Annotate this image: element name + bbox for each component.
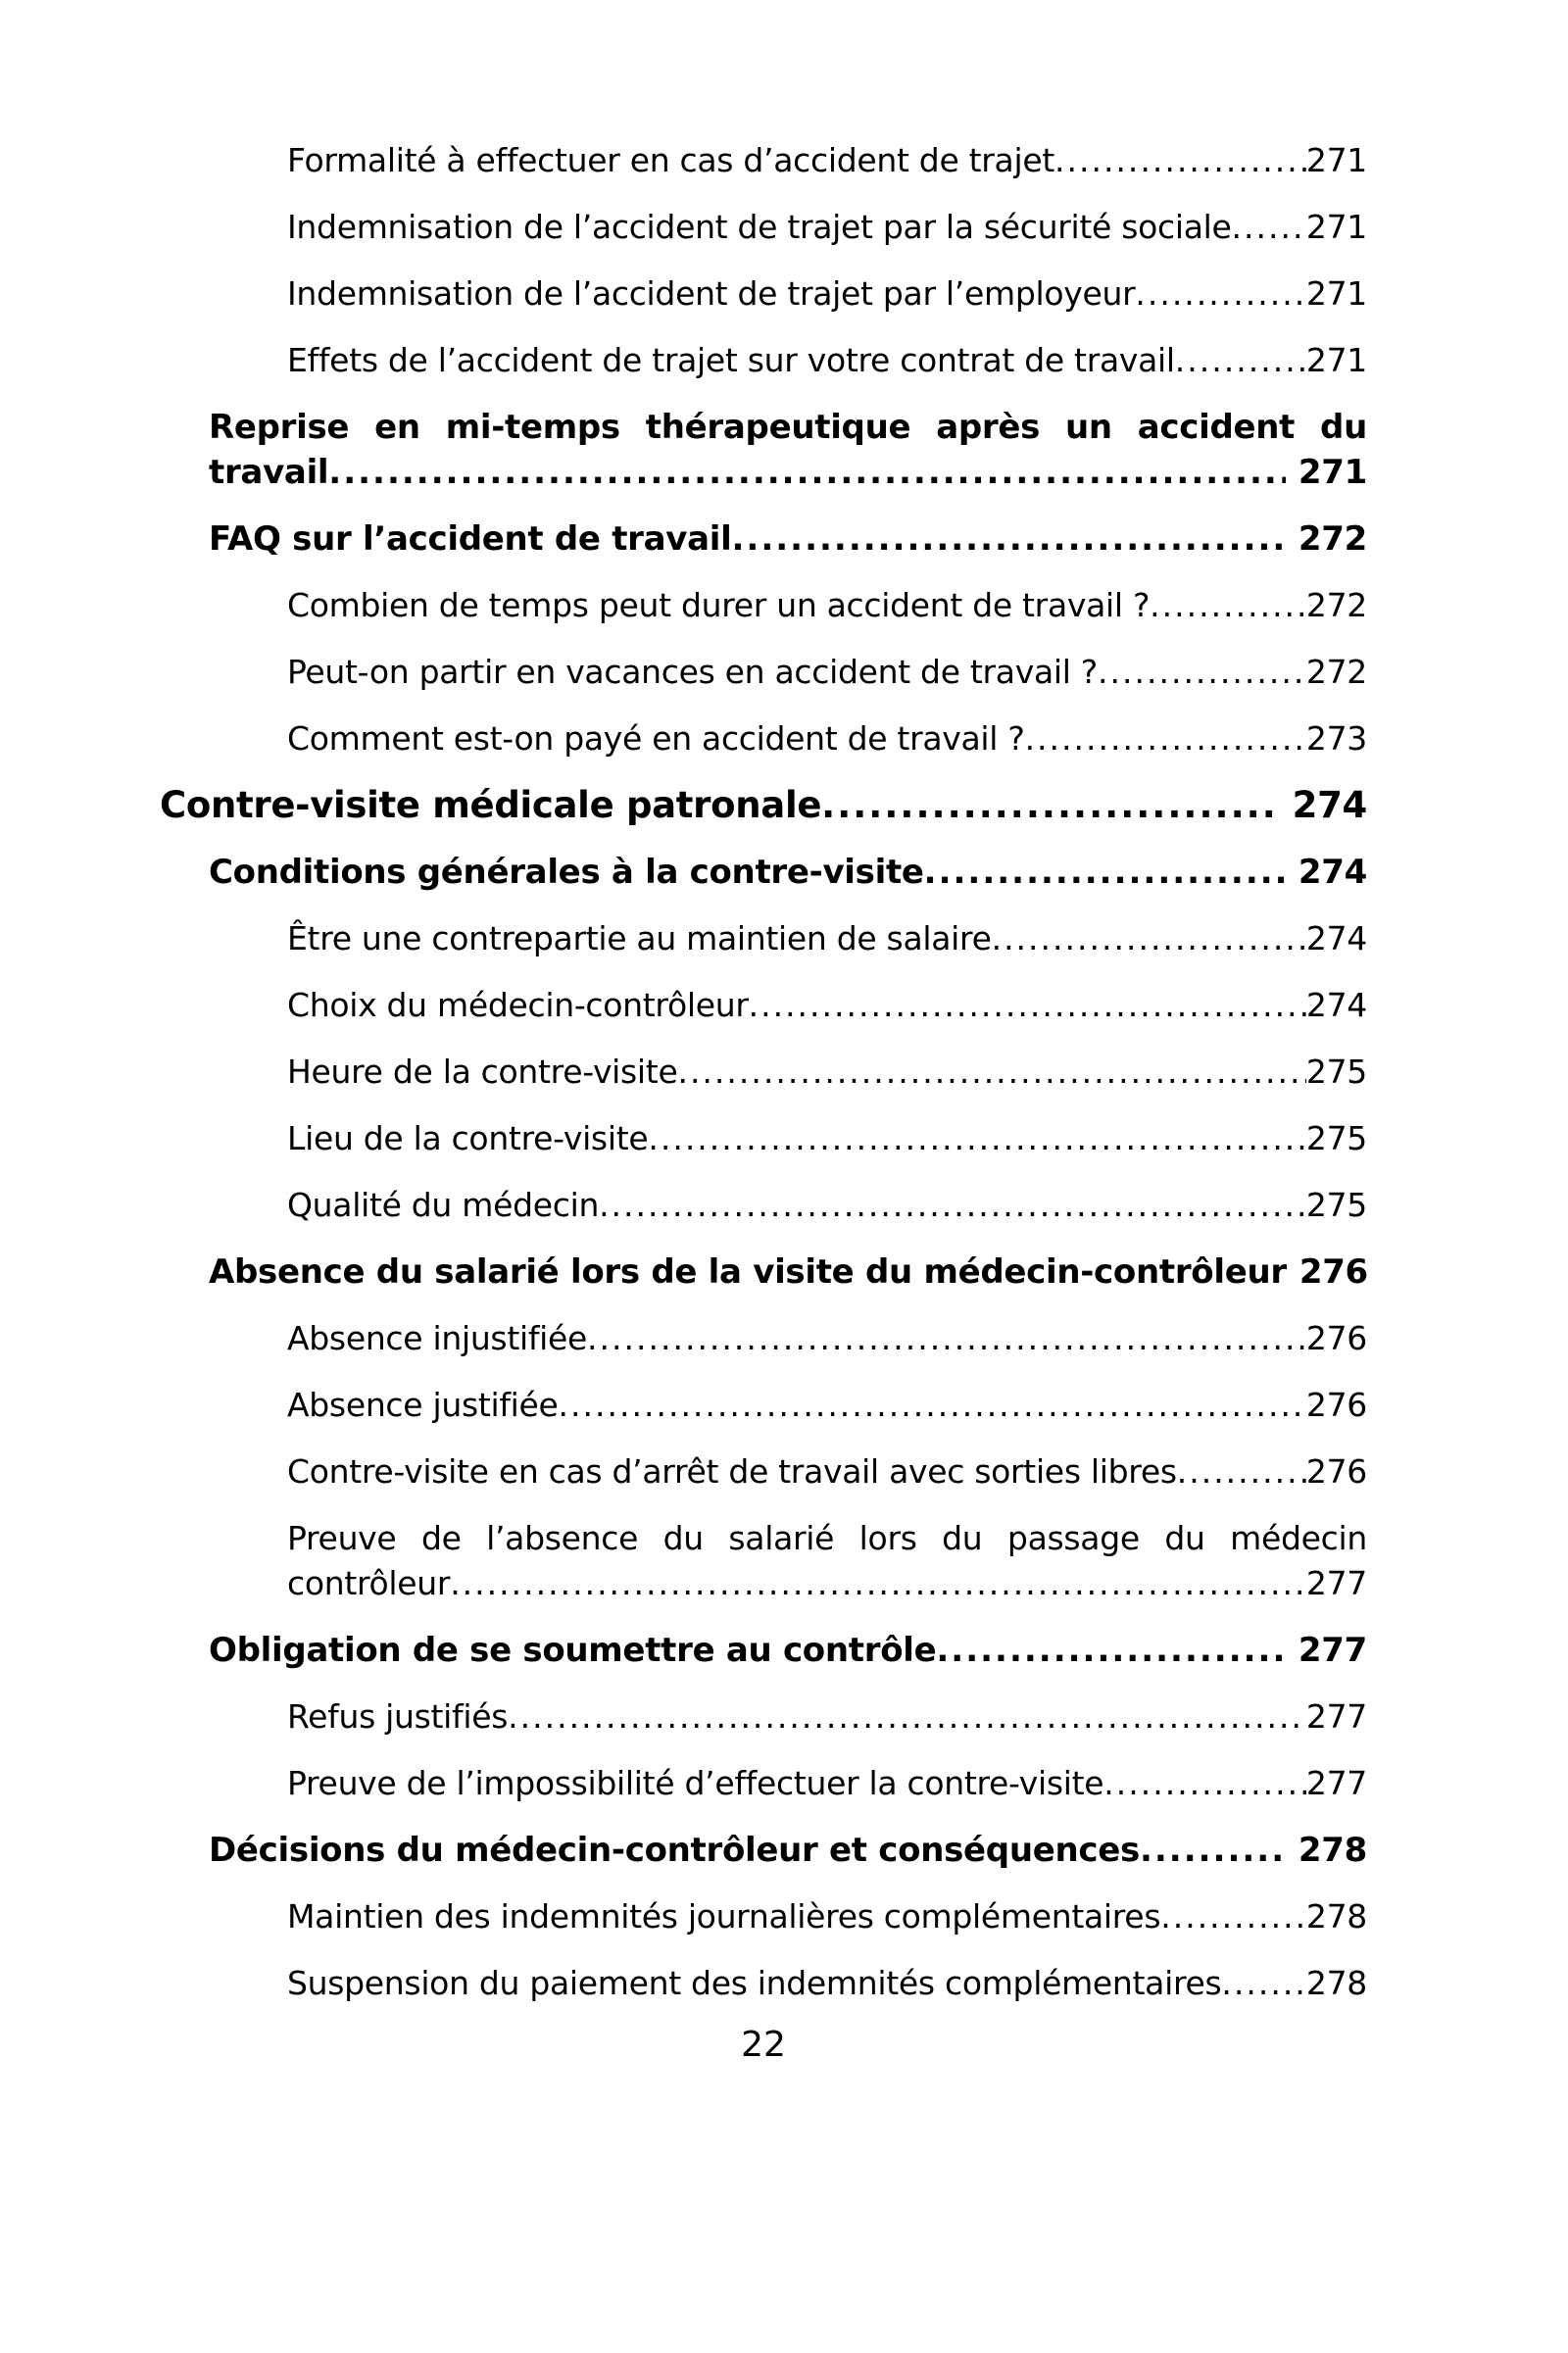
- toc-entry: [209, 850, 1367, 895]
- toc-entry-label: Être une contrepartie au maintien de salaire: [287, 919, 992, 957]
- toc-entry: [287, 1516, 1367, 1606]
- toc-entry-row: [209, 850, 1367, 895]
- toc-entry: [287, 650, 1367, 695]
- toc-entry-label: Choix du médecin-contrôleur: [287, 986, 749, 1024]
- toc-entry-label: Absence du salarié lors de la visite du médecin-contrôleur: [209, 1252, 1287, 1292]
- toc-entry-row: [287, 650, 1367, 695]
- toc-page-number: 274: [1305, 986, 1367, 1024]
- toc-page-number: 277: [1305, 1697, 1367, 1736]
- leader-dots: [732, 516, 1286, 562]
- leader-dots: [1175, 338, 1306, 383]
- leader-dots: [648, 1116, 1306, 1161]
- toc-entry-row: [287, 1561, 1367, 1606]
- toc-entry-label: Heure de la contre-visite: [287, 1053, 678, 1091]
- toc-list: [0, 138, 1568, 2028]
- toc-entry-row: [287, 1316, 1367, 1361]
- toc-entry: [287, 1116, 1367, 1161]
- toc-entry: [287, 983, 1367, 1028]
- toc-entry-label: Refus justifiés: [287, 1697, 509, 1736]
- toc-page-number: 277: [1305, 1764, 1367, 1802]
- toc-entry-row: [287, 983, 1367, 1028]
- toc-entry: [287, 1694, 1367, 1740]
- toc-entry-row: [287, 583, 1367, 628]
- toc-entry: [209, 405, 1367, 495]
- toc-entry-row: [287, 1894, 1367, 1939]
- toc-entry-label: Formalité à effectuer en cas d’accident de trajet: [287, 141, 1054, 179]
- leader-dots: [1103, 1761, 1306, 1806]
- leader-dots: [1221, 1961, 1305, 2006]
- toc-entry-label: Suspension du paiement des indemnités complémentaires: [287, 1964, 1222, 2002]
- toc-entry: [287, 916, 1367, 961]
- toc-page-number: 272: [1305, 653, 1367, 691]
- toc-entry: [287, 1316, 1367, 1361]
- toc-entry: [209, 1628, 1367, 1673]
- toc-page-number: 278: [1305, 1897, 1367, 1936]
- toc-entry: [287, 583, 1367, 628]
- toc-entry-label: travail: [209, 453, 329, 492]
- toc-entry-label: Effets de l’accident de trajet sur votre contrat de travail: [287, 341, 1175, 379]
- toc-entry-row: [209, 1250, 1367, 1295]
- toc-entry-label: Peut-on partir en vacances en accident de travail ?: [287, 653, 1099, 691]
- toc-entry: [287, 138, 1367, 183]
- toc-entry: [287, 1050, 1367, 1095]
- footer-page-number: 22: [741, 2025, 786, 2065]
- leader-dots: [677, 1050, 1305, 1095]
- toc-page-number: 275: [1305, 1053, 1367, 1091]
- toc-entry-row: [287, 1050, 1367, 1095]
- toc-entry: [287, 1961, 1367, 2006]
- toc-entry-row: [287, 1383, 1367, 1428]
- toc-entry: [287, 1183, 1367, 1228]
- toc-entry-line1: Preuve de l’absence du salarié lors du passage du médecin: [287, 1519, 1367, 1557]
- toc-page-number: 271: [1305, 274, 1367, 313]
- toc-page-number: 278: [1305, 1964, 1367, 2002]
- toc-page-number: 275: [1305, 1186, 1367, 1224]
- toc-entry-line1: Reprise en mi-temps thérapeutique après un accident du: [209, 408, 1367, 447]
- toc-entry-row: [287, 1449, 1367, 1495]
- toc-entry: [287, 1449, 1367, 1495]
- leader-dots: [328, 450, 1286, 495]
- toc-entry-label: Contre-visite médicale patronale: [160, 784, 822, 826]
- toc-entry-row: [287, 338, 1367, 383]
- toc-entry-label: FAQ sur l’accident de travail: [209, 519, 732, 559]
- toc-page-number: 272: [1298, 519, 1367, 559]
- toc-entry-row: [209, 516, 1367, 562]
- toc-entry: [160, 783, 1367, 828]
- toc-entry-label: Indemnisation de l’accident de trajet par la sécurité sociale: [287, 208, 1232, 246]
- toc-page-number: 274: [1305, 919, 1367, 957]
- leader-dots: [587, 1316, 1306, 1361]
- leader-dots: [749, 983, 1306, 1028]
- toc-entry-label: Maintien des indemnités journalières complémentaires: [287, 1897, 1161, 1936]
- toc-entry-row: [287, 1761, 1367, 1806]
- toc-page-number: 271: [1305, 341, 1367, 379]
- leader-dots: [1098, 650, 1306, 695]
- toc-entry-label: Indemnisation de l’accident de trajet par l’employeur: [287, 274, 1136, 313]
- toc-page-number: 277: [1298, 1631, 1367, 1670]
- toc-entry-label: Lieu de la contre-visite: [287, 1119, 649, 1157]
- toc-entry: [287, 716, 1367, 761]
- toc-entry: [287, 1894, 1367, 1939]
- toc-page-number: 271: [1298, 453, 1367, 492]
- toc-entry: [209, 516, 1367, 562]
- toc-page-number: 274: [1292, 784, 1367, 826]
- toc-entry: [209, 1828, 1367, 1873]
- toc-entry-row: [160, 783, 1367, 828]
- leader-dots: [1054, 138, 1306, 183]
- toc-entry-label: Preuve de l’impossibilité d’effectuer la contre-visite: [287, 1764, 1104, 1802]
- leader-dots: [1160, 1894, 1306, 1939]
- toc-entry-label: Combien de temps peut durer un accident de travail ?: [287, 586, 1151, 624]
- toc-page-number: 277: [1305, 1564, 1367, 1602]
- leader-dots: [599, 1183, 1306, 1228]
- leader-dots: [1140, 1828, 1286, 1873]
- toc-entry-label: Absence justifiée: [287, 1386, 559, 1424]
- toc-entry-row: [287, 716, 1367, 761]
- leader-dots: [936, 1628, 1286, 1673]
- toc-entry-row: [287, 1961, 1367, 2006]
- toc-entry-label: Obligation de se soumettre au contrôle: [209, 1631, 937, 1670]
- toc-entry-row: [287, 205, 1367, 250]
- toc-page-number: 276: [1305, 1452, 1367, 1491]
- toc-entry-row: [209, 1828, 1367, 1873]
- toc-entry: [287, 205, 1367, 250]
- toc-entry: [287, 1383, 1367, 1428]
- leader-dots: [992, 916, 1306, 961]
- toc-entry-label: Conditions générales à la contre-visite: [209, 853, 924, 892]
- toc-page-number: 278: [1298, 1831, 1367, 1870]
- toc-entry-label: Qualité du médecin: [287, 1186, 600, 1224]
- leader-dots: [821, 783, 1280, 828]
- toc-entry-label: Décisions du médecin-contrôleur et conséquences: [209, 1831, 1140, 1870]
- toc-entry-row: [287, 271, 1367, 317]
- toc-page-number: 271: [1305, 208, 1367, 246]
- leader-dots: [924, 850, 1286, 895]
- leader-dots: [1177, 1449, 1306, 1495]
- leader-dots: [559, 1383, 1306, 1428]
- leader-dots: [508, 1694, 1306, 1740]
- toc-entry-row: [287, 1116, 1367, 1161]
- leader-dots: [1232, 205, 1306, 250]
- toc-entry-row: [287, 138, 1367, 183]
- toc-page-number: 272: [1305, 586, 1367, 624]
- leader-dots: [1025, 716, 1306, 761]
- toc-entry-row: [287, 1694, 1367, 1740]
- toc-page-number: 276: [1305, 1319, 1367, 1357]
- leader-dots: [1150, 583, 1306, 628]
- toc-entry-label: Comment est-on payé en accident de travail ?: [287, 719, 1025, 758]
- leader-dots: [450, 1561, 1306, 1606]
- toc-page-number: 276: [1305, 1386, 1367, 1424]
- toc-page-number: 276: [1298, 1252, 1368, 1292]
- toc-page-number: 274: [1298, 853, 1367, 892]
- toc-entry-row: [287, 916, 1367, 961]
- toc-entry-row: [209, 450, 1367, 495]
- toc-entry: [209, 1250, 1367, 1295]
- leader-dots: [1135, 271, 1306, 317]
- toc-entry-row: [287, 1183, 1367, 1228]
- toc-page-number: 273: [1305, 719, 1367, 758]
- toc-page-number: 271: [1305, 141, 1367, 179]
- toc-entry-label: Contre-visite en cas d’arrêt de travail avec sorties libres: [287, 1452, 1177, 1491]
- toc-entry: [287, 1761, 1367, 1806]
- toc-page-number: 275: [1305, 1119, 1367, 1157]
- toc-entry-label: contrôleur: [287, 1564, 451, 1602]
- toc-entry: [287, 271, 1367, 317]
- toc-entry-row: [209, 1628, 1367, 1673]
- toc-entry: [287, 338, 1367, 383]
- toc-entry-label: Absence injustifiée: [287, 1319, 588, 1357]
